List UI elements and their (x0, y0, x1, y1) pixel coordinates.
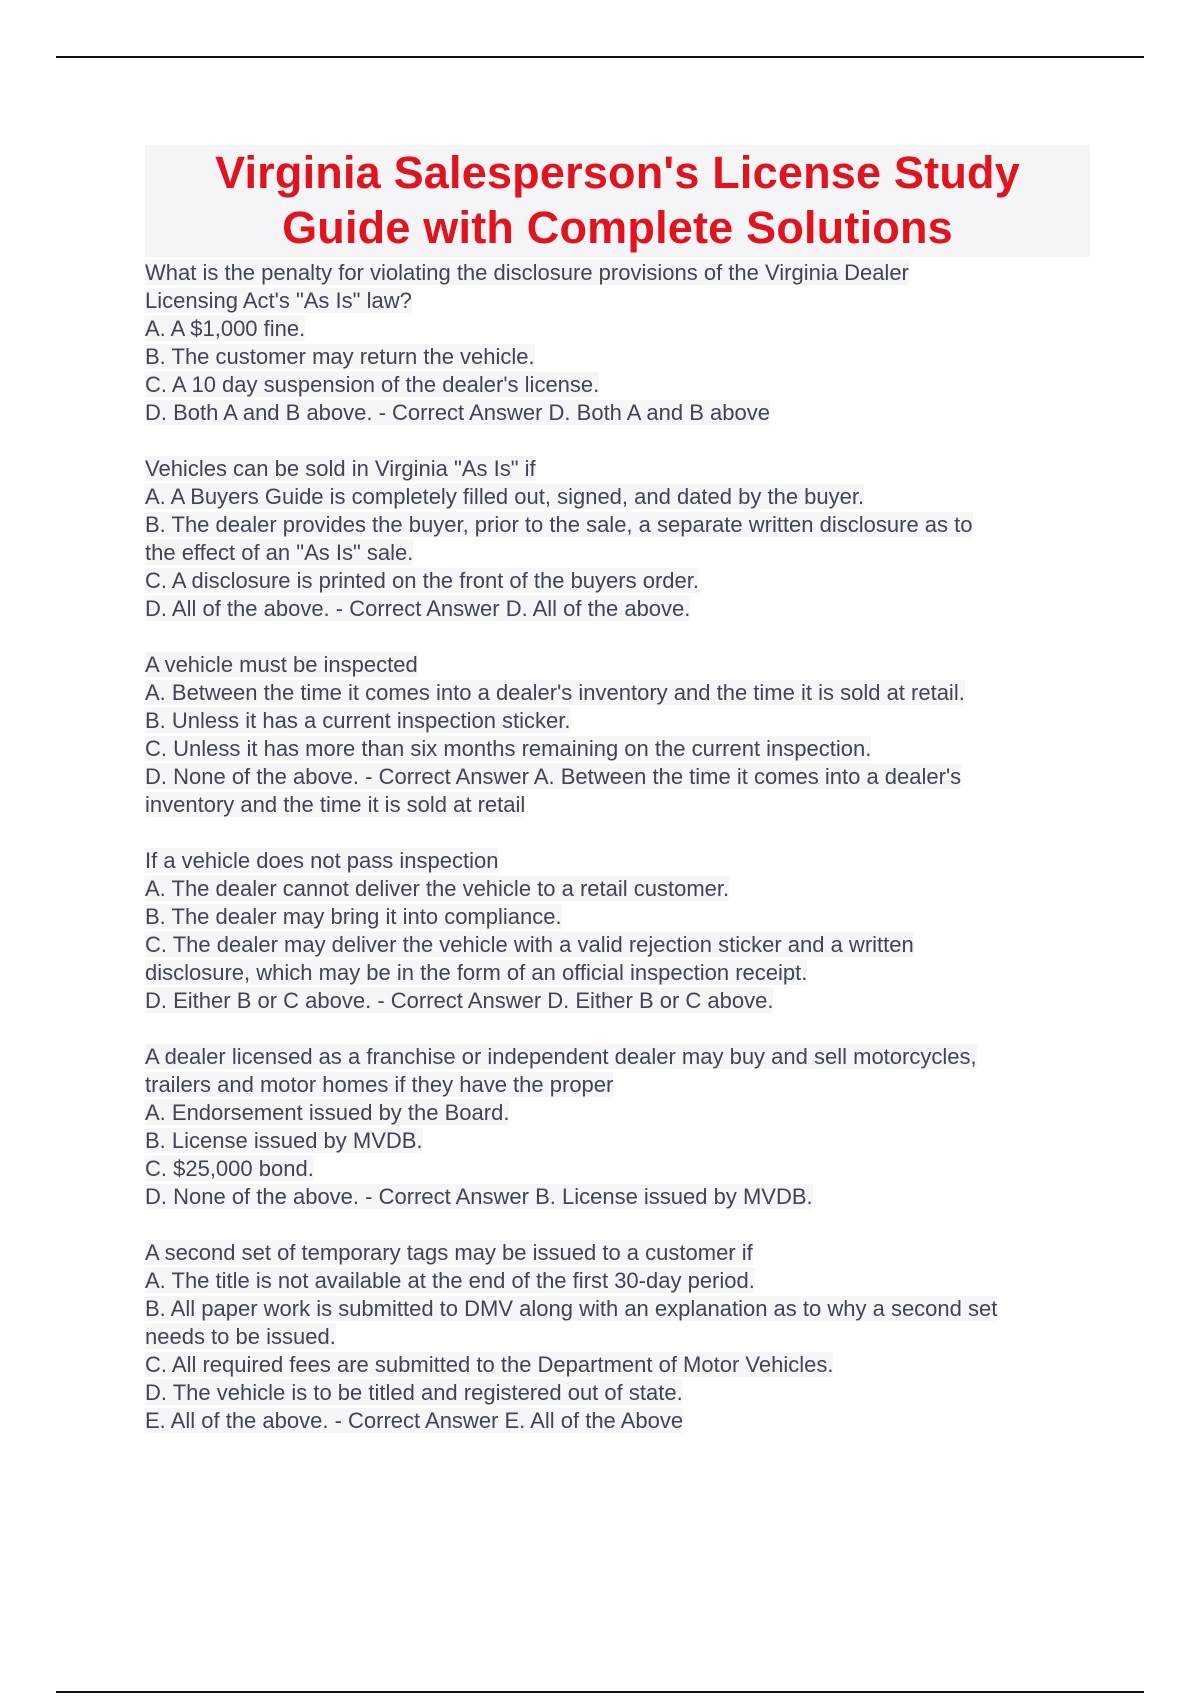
answer-option: B. The dealer may bring it into compliance. (145, 904, 562, 929)
answer-option: A. Endorsement issued by the Board. (145, 1100, 510, 1125)
question-text: Vehicles can be sold in Virginia "As Is" if (145, 456, 536, 481)
title-block (145, 145, 1090, 257)
answer-option-correct: D. None of the above. - Correct Answer A. Between the time it comes into a dealer's (145, 764, 962, 789)
question-block (145, 455, 1090, 623)
answer-option: C. A disclosure is printed on the front of the buyers order. (145, 568, 699, 593)
answer-option-correct: D. Either B or C above. - Correct Answer D. Either B or C above. (145, 988, 774, 1013)
answer-option: C. The dealer may deliver the vehicle with a valid rejection sticker and a written (145, 932, 914, 957)
title-line-1: Virginia Salesperson's License Study (215, 147, 1020, 198)
question-text: A dealer licensed as a franchise or independent dealer may buy and sell motorcycles, (145, 1044, 977, 1069)
question-block (145, 847, 1090, 1015)
document-title (145, 145, 1090, 255)
answer-option: B. The customer may return the vehicle. (145, 344, 535, 369)
question-text: What is the penalty for violating the disclosure provisions of the Virginia Dealer (145, 260, 909, 285)
answer-option: the effect of an "As Is" sale. (145, 540, 414, 565)
question-block (145, 1043, 1090, 1211)
answer-option: B. License issued by MVDB. (145, 1128, 423, 1153)
answer-option-correct: inventory and the time it is sold at retail (145, 792, 526, 817)
answer-option: A. Between the time it comes into a dealer's inventory and the time it is sold at retail. (145, 680, 965, 705)
bottom-rule (56, 1691, 1144, 1693)
answer-option: C. A 10 day suspension of the dealer's license. (145, 372, 600, 397)
answer-option: B. All paper work is submitted to DMV along with an explanation as to why a second set (145, 1296, 998, 1321)
answer-option: A. A Buyers Guide is completely filled out, signed, and dated by the buyer. (145, 484, 865, 509)
question-text: trailers and motor homes if they have the proper (145, 1072, 614, 1097)
answer-option: disclosure, which may be in the form of an official inspection receipt. (145, 960, 808, 985)
question-text: A vehicle must be inspected (145, 652, 418, 677)
answer-option: needs to be issued. (145, 1324, 336, 1349)
question-text: Licensing Act's "As Is" law? (145, 288, 412, 313)
answer-option: A. A $1,000 fine. (145, 316, 306, 341)
answer-option: D. The vehicle is to be titled and registered out of state. (145, 1380, 683, 1405)
answer-option-correct: D. None of the above. - Correct Answer B. License issued by MVDB. (145, 1184, 813, 1209)
document-body (145, 145, 1090, 1463)
question-block (145, 651, 1090, 819)
answer-option-correct: E. All of the above. - Correct Answer E. All of the Above (145, 1408, 684, 1433)
question-block (145, 259, 1090, 427)
question-block (145, 1239, 1090, 1435)
answer-option: C. Unless it has more than six months remaining on the current inspection. (145, 736, 872, 761)
title-line-2: Guide with Complete Solutions (282, 202, 953, 253)
top-rule (56, 56, 1144, 58)
answer-option: B. Unless it has a current inspection sticker. (145, 708, 571, 733)
answer-option: C. All required fees are submitted to the Department of Motor Vehicles. (145, 1352, 834, 1377)
answer-option: A. The dealer cannot deliver the vehicle to a retail customer. (145, 876, 730, 901)
answer-option: A. The title is not available at the end of the first 30-day period. (145, 1268, 755, 1293)
answer-option: B. The dealer provides the buyer, prior to the sale, a separate written disclosure as to (145, 512, 973, 537)
question-text: A second set of temporary tags may be issued to a customer if (145, 1240, 753, 1265)
question-text: If a vehicle does not pass inspection (145, 848, 499, 873)
answer-option-correct: D. All of the above. - Correct Answer D. All of the above. (145, 596, 691, 621)
answer-option-correct: D. Both A and B above. - Correct Answer D. Both A and B above (145, 400, 770, 425)
answer-option: C. $25,000 bond. (145, 1156, 314, 1181)
